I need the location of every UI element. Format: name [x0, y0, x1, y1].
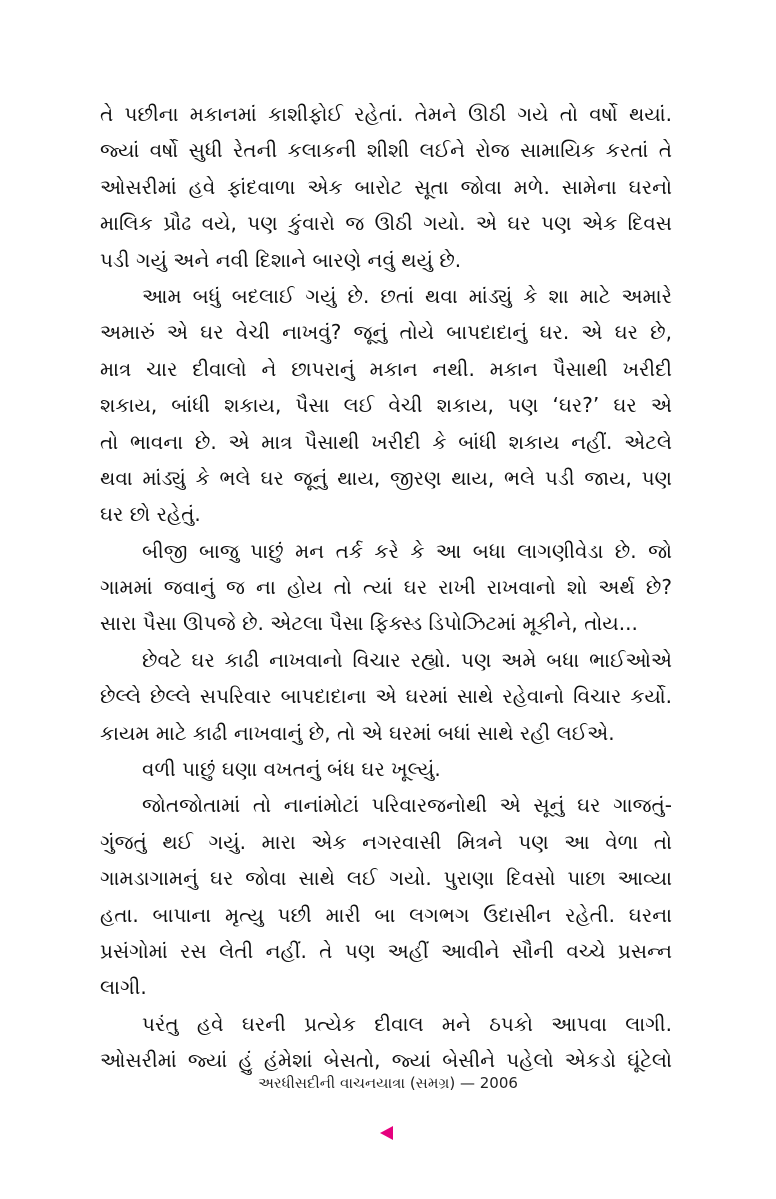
- text-line: માલિક પ્રૌઢ વયે, પણ કુંવારો જ ઊઠી ગયો. એ ઘર પણ એક દિવસ: [100, 211, 672, 236]
- text-line: ગામડાગામનું ઘર જોવા સાથે લઈ ગયો. પુરાણા દિવસો પાછા આવ્યા: [100, 866, 672, 891]
- text-line: પડી ગયું અને નવી દિશાને બારણે નવું થયું છે.: [100, 247, 462, 272]
- text-line: શકાય, બાંધી શકાય, પૈસા લઈ વેચી શકાય, પણ ‘ઘર?’ ઘર એ: [100, 393, 672, 418]
- text-line: જ્યાં વર્ષો સુધી રેતની કલાકની શીશી લઈને રોજ સામાયિક કરતાં તે: [100, 138, 672, 163]
- text-line: અમારું એ ઘર વેચી નાખવું? જૂનું તોયે બાપદાદાનું ઘર. એ ઘર છે,: [100, 320, 672, 345]
- text-line: ગામમાં જવાનું જ ના હોય તો ત્યાં ઘર રાખી રાખવાનો શો અર્થ છે?: [100, 575, 672, 600]
- text-line: ગુંજતું થઈ ગયું. મારા એક નગરવાસી મિત્રને પણ આ વેળા તો: [100, 829, 672, 854]
- text-line: બીજી બાજુ પાછું મન તર્ક કરે કે આ બધા લાગણીવેડા છે. જો: [142, 538, 672, 563]
- text-line: કાયમ માટે કાઢી નાખવાનું છે, તો એ ઘરમાં બધાં સાથે રહી લઈએ.: [100, 720, 615, 745]
- left-triangle-icon[interactable]: [380, 1126, 393, 1140]
- text-line: સારા પૈસા ઊપજે છે. એટલા પૈસા ફિક્સ્ડ ડિપોઝિટમાં મૂકીને, તોય...: [100, 611, 638, 636]
- page-footer: અરધીસદીની વાચનયાત્રા (સમગ્ર) — 2006: [258, 1074, 518, 1092]
- text-line: માત્ર ચાર દીવાલો ને છાપરાનું મકાન નથી. મકાન પૈસાથી ખરીદી: [100, 356, 672, 381]
- text-line: ઘર છો રહેતું.: [100, 502, 201, 527]
- text-line: પ્રસંગોમાં રસ લેતી નહીં. તે પણ અહીં આવીને સૌની વચ્ચે પ્રસન્ન: [100, 938, 672, 963]
- text-line: છેલ્લે છેલ્લે સપરિવાર બાપદાદાના એ ઘરમાં સાથે રહેવાનો વિચાર કર્યો.: [100, 684, 672, 709]
- text-line: હતા. બાપાના મૃત્યુ પછી મારી બા લગભગ ઉદાસીન રહેતી. ઘરના: [100, 902, 672, 927]
- text-line: તે પછીના મકાનમાં કાશીફોઈ રહેતાં. તેમને ઊઠી ગયે તો વર્ષો થયાં.: [100, 102, 672, 126]
- text-line: તો ભાવના છે. એ માત્ર પૈસાથી ખરીદી કે બાંધી શકાય નહીં. એટલે: [100, 429, 672, 454]
- text-line: વળી પાછું ઘણા વખતનું બંધ ઘર ખૂલ્યું.: [142, 757, 441, 782]
- body-text: [100, 96, 672, 1079]
- text-line: જોતજોતામાં તો નાનાંમોટાં પરિવારજનોથી એ સૂનું ઘર ગાજતું-: [142, 793, 672, 818]
- text-line: આમ બધું બદલાઈ ગયું છે. છતાં થવા માંડ્યું કે શા માટે અમારે: [142, 283, 672, 308]
- text-line: લાગી.: [100, 975, 147, 1000]
- text-line: છેવટે ઘર કાઢી નાખવાનો વિચાર રહ્યો. પણ અમે બધા ભાઈઓએ: [142, 647, 672, 672]
- text-line: પરંતુ હવે ઘરની પ્રત્યેક દીવાલ મને ઠપકો આપવા લાગી.: [142, 1011, 672, 1036]
- text-line: ઓસરીમાં હવે ફાંદવાળા એક બારોટ સૂતા જોવા મળે. સામેના ઘરનો: [100, 174, 672, 199]
- text-line: ઓસરીમાં જ્યાં હું હંમેશાં બેસતો, જ્યાં બેસીને પહેલો એકડો ઘૂંટેલો: [100, 1048, 672, 1073]
- text-line: થવા માંડ્યું કે ભલે ઘર જૂનું થાય, જીરણ થાય, ભલે પડી જાય, પણ: [100, 465, 672, 490]
